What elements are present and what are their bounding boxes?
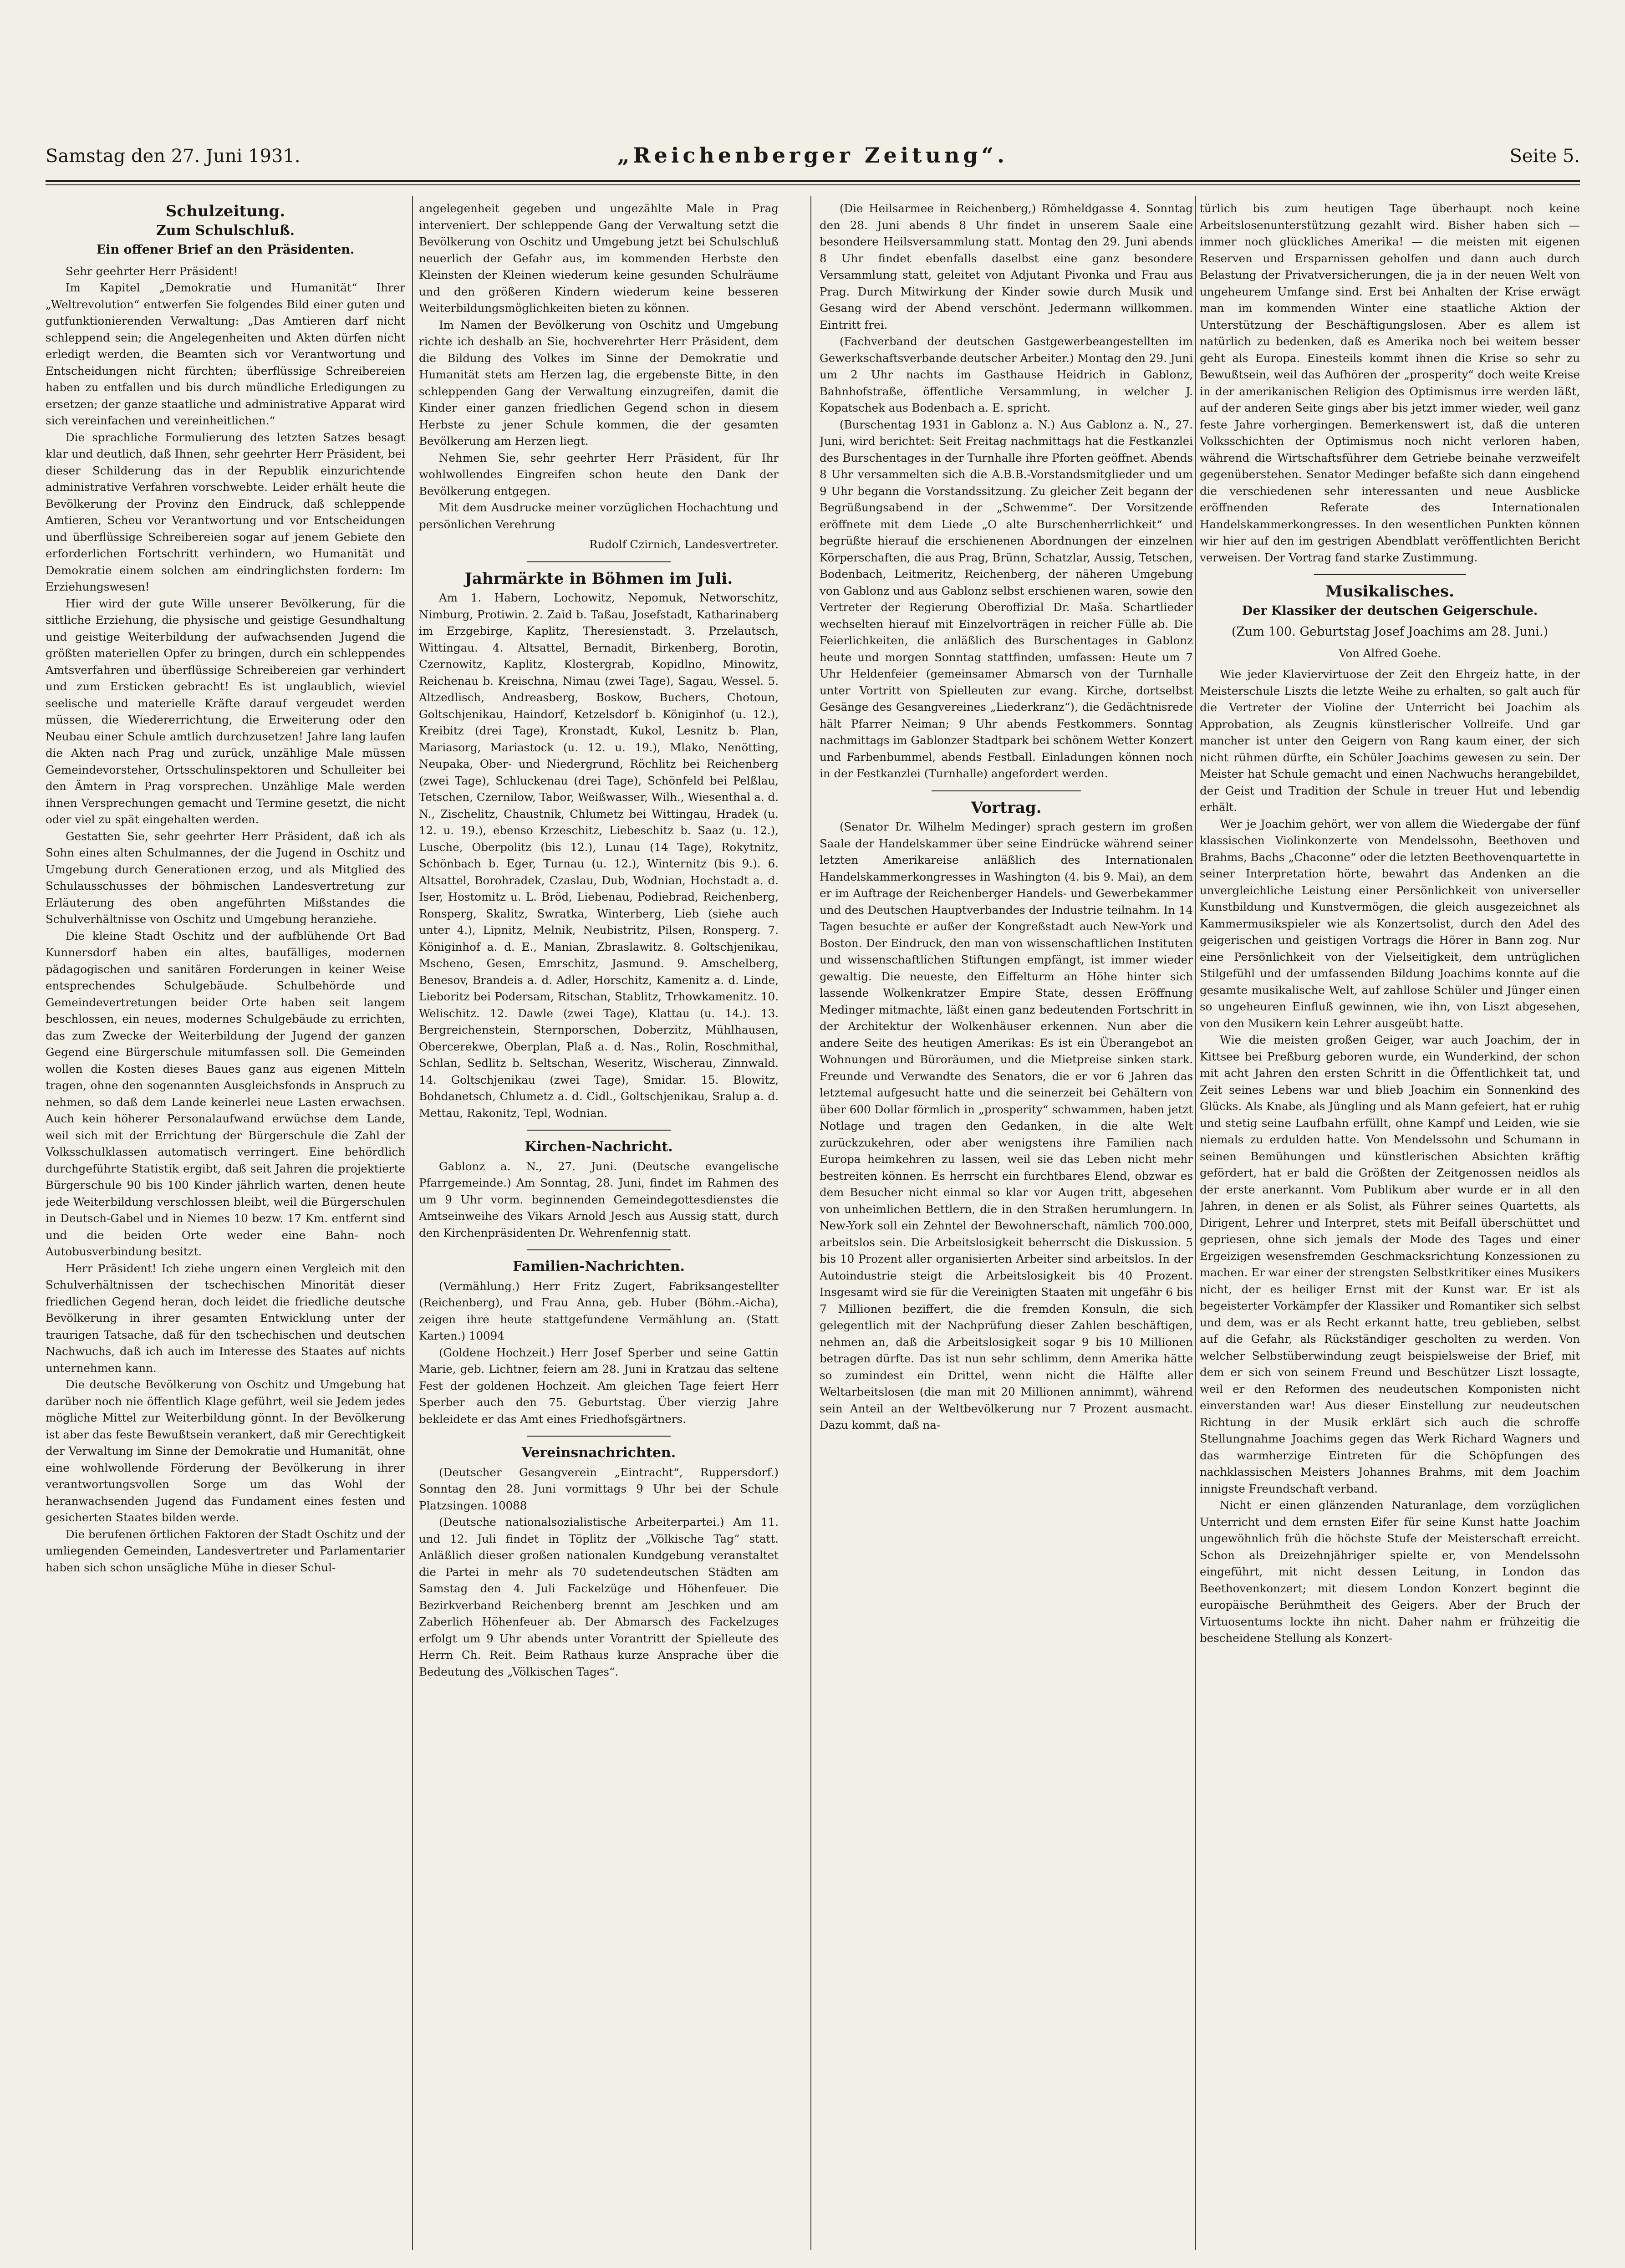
paragraph: Am 1. Habern, Lochowitz, Nepomuk, Networschitz, Nimburg, Protiwin. 2. Zaid b. Taßau, Josefstadt, Katharinaberg im Erzgebirge, Kaplitz, Theresienstadt. 3. Przelautsch, Wittingau. 4. Altsattel, Bernadit, Birkenberg, Borotin, Czernowitz, Kaplitz, Klostergrab, Kopidlno, Minowitz, Reichenau b. Kreischna, Nimau (zwei Tage), Sagau, Wessel. 5. Altzedlisch, Andreasberg, Boskow, Buchers, Chotoun, Goltschjenikau, Haindorf, Ketzelsdorf b. Königinhof (u. 12.), Kreibitz (drei Tage), Kronstadt, Kukol, Lesnitz b. Plan, Mariasorg, Mariastock (u. 12. u. 19.), Mlako, Nenötting, Neupaka, Ober- und Niedergrund, Röchlitz bei Reichenberg (zwei Tage), Schluckenau (drei Tage), Schönfeld bei Pelßlau, Tetschen, Czernilow, Tabor, Weißwasser, Wilh., Wiesenthal a. d. N., Zischelitz, Chaustnik, Chlumetz bei Wittingau, Hradek (u. 12. u. 19.), ebenso Krzeschitz, Liebeschitz b. Saaz (u. 12.), Lusche, Oberpolitz (bis 12.), Lunau (14 Tage), Rokytnitz, Schönbach b. Eger, Turnau (u. 12.), Winternitz (bis 9.). 6. Altsattel, Borohradek, Czaslau, Dub, Wodnian, Hochstadt a. d. Iser, Hostomitz u. L. Bröd, Liebenau, Podiebrad, Reichenberg, Ronsperg, Skalitz, Swratka, Winterberg, Lieb (siehe auch unter 4.), Lipnitz, Melnik, Neubistritz, Pilsen, Ronsperg. 7. Königinhof a. d. E., Manian, Zbraslawitz. 8. Goltschjenikau, Mscheno, Gesen, Emrschitz, Jasmund. 9. Amschelberg, Benesov, Brandeis a. d. Adler, Horschitz, Kamenitz a. d. Linde, Lieboritz bei Podersam, Ritschan, Stablitz, Trhowkamenitz. 10. Welischitz. 12. Dawle (zwei Tage), Klattau (u. 14.). 13. Bergreichenstein, Sternporschen, Doberzitz, Mühlhausen, Obercerekwe, Oberplan, Plaß a. d. Nas., Rolin, Roschmithal, Schlan, Sedlitz b. Seltschan, Weseritz, Wischerau, Zinnwald. 14. Goltschjenikau (zwei Tage), Smidar. 15. Blowitz, Bohdanetsch, Chlumetz a. d. Cidl., Goltschjenikau, Sralup a. d. Mettau, Rakonitz, Tepl, Wodnian. <box>419 591 779 1120</box>
paragraph: (Goldene Hochzeit.) Herr Josef Sperber und seine Gattin Marie, geb. Lichtner, feiern am 28. Juni in Kratzau das seltene Fest der goldenen Hochzeit. Am gleichen Tage feiert Herr Sperber auch den 75. Geburtstag. Über vierzig Jahre bekleidete er das Amt eines Friedhofsgärtners. <box>419 1346 779 1426</box>
paragraph: Die deutsche Bevölkerung von Oschitz und Umgebung hat darüber noch nie öffentlich Klage geführt, weil sie Jedem jedes mögliche Mittel zur Weiterbildung gönnt. In der Bevölkerung ist aber das feste Bewußtsein verankert, daß mir Gerechtigkeit der Verwaltung im Sinne der Demokratie und Humanität, ohne eine wohlwollende Förderung der Bevölkerung in ihrer verantwortungsvollen Sorge um das Wohl der heranwachsenden Jugend das Fundament eines festen und gesicherten Staates bilden werde. <box>46 1378 405 1524</box>
paragraph: Mit dem Ausdrucke meiner vorzüglichen Hochachtung und persönlichen Verehrung <box>419 501 779 531</box>
paragraph: Wie jeder Klaviervirtuose der Zeit den Ehrgeiz hatte, in der Meisterschule Liszts die letzte Weihe zu erhalten, so galt auch für die Vertreter der Violine der Unterricht bei Joachim als Approbation, als Zeugnis künstlerischer Vollreife. Und gar mancher ist unter den Geigern von Rang kaum einer, der sich nicht rühmen dürfte, ein Schüler Joachims gewesen zu sein. Der Meister hat Schule gemacht und einen Nachwuchs herangebildet, der Geist und Tradition der Schule in treuer Hut und lebendig erhält. <box>1200 668 1580 814</box>
column-divider <box>412 196 413 2250</box>
issue-date: Samstag den 27. Juni 1931. <box>46 146 301 167</box>
column-3 <box>820 200 1193 2250</box>
section-title: Familien-Nachrichten. <box>513 1259 685 1274</box>
paragraph: Im Kapitel „Demokratie und Humanität“ Ihrer „Weltrevolution“ entwerfen Sie folgendes Bild einer guten und gutfunktionierenden Verwaltung: „Das Amtieren darf nicht schleppend sein; die Angelegenheiten und Akten dürfen nicht erledigt werden, die Beamten sich vor Verantwortung und Entscheidungen nicht fürchten; überflüssige Schreibereien haben zu entfallen und bis durch mündliche Erledigungen zu ersetzen; der ganze staatliche und administrative Apparat wird sich vereinfachen und vereinheitlichen.“ <box>46 281 405 427</box>
paragraph: (Vermählung.) Herr Fritz Zugert, Fabriksangestellter (Reichenberg), und Frau Anna, geb. Huber (Böhm.-Aicha), zeigen ihre heute stattgefundene Vermählung an. (Statt Karten.) 10094 <box>419 1279 779 1342</box>
divider <box>1314 574 1466 575</box>
paragraph: Wer je Joachim gehört, wer von allem die Wiedergabe der fünf klassischen Violinkonzerte von Mendelssohn, Beethoven und Brahms, Bachs „Chaconne“ oder die letzten Beethovenquartette in seiner Interpretation hörte, bewahrt das Andenken an die unvergleichliche Leistung einer Persönlichkeit von universeller Kunstbildung und Kunstvermögen, die gleich ausgezeichnet als Kammermusikspieler wie als Konzertsolist, durch den Adel des geigerischen und geistigen Vortrags die Hörer in Bann zog. Nur eine Persönlichkeit von der Vielseitigkeit, dem untrüglichen Stilgefühl und der umfassenden Bildung Joachims konnte auf die gesamte musikalische Welt, auf zahllose Schüler und Jünger einen so ungeheuren Einfluß gewinnen, wie ihn, von Liszt abgesehen, von den Musikern kein Lehrer ausgeübt hatte. <box>1200 817 1580 1030</box>
paragraph: Die kleine Stadt Oschitz und der aufblühende Ort Bad Kunnersdorf haben ein altes, baufälliges, modernen pädagogischen und sanitären Forderungen in keiner Weise entsprechendes Schulgebäude. Schulbehörde und Gemeindevertretungen beider Orte haben seit langem beschlossen, ein neues, modernes Schulgebäude zu errichten, das zum Zwecke der Weiterbildung der Jugend der ganzen Gegend eine Bürgerschule mitumfassen soll. Die Gemeinden wollen die Kosten dieses Baues ganz aus eigenen Mitteln tragen, ohne den sogenannten Ausgleichsfonds in Anspruch zu nehmen, so daß dem Lande keinerlei neue Lasten erwachsen. Auch kein höherer Personalaufwand erwüchse dem Lande, weil sich mit der Errichtung der Bürgerschule die Zahl der Volksschulklassen automatisch verringert. Eine behördlich durchgeführte Statistik ergibt, daß seit Jahren die projektierte Bürgerschule 90 bis 100 Kinder jährlich warten, denen heute jede Weiterbildung verschlossen bleibt, weil die Bürgerschulen in Deutsch-Gabel und in Niemes 10 bezw. 17 Km. entfernt sind und die beiden Orte weder eine Bahn- noch Autobusverbindung besitzt. <box>46 929 405 1258</box>
header-rule <box>46 180 1580 182</box>
section-title: Kirchen-Nachricht. <box>525 1139 673 1155</box>
divider <box>527 1130 671 1131</box>
column-1 <box>46 200 405 2250</box>
column-divider <box>1195 196 1196 2250</box>
article-occasion: (Zum 100. Geburtstag Josef Joachims am 28. Juni.) <box>1231 625 1549 639</box>
paragraph: Wie die meisten großen Geiger, war auch Joachim, der in Kittsee bei Preßburg geboren wurde, ein Wunderkind, der schon mit acht Jahren den ersten Schritt in die Öffentlichkeit tat, und Zeit seines Lebens war und blieb Joachim ein Sonnenkind des Glücks. Als Knabe, als Jüngling und als Mann gefeiert, hat er ruhig und stetig seine Laufbahn erfüllt, ohne Kampf und Leiden, wie sie niemals zu erdulden hatte. Von Mendelssohn und Schumann in seinen Bemühungen und künstlerischen Absichten kräftig gefördert, hat er bald die Größten der Zeitgenossen neidlos als der erste anerkannt. Vom Publikum aber wurde er in all den Jahren, in denen er als Solist, als Führer seines Quartetts, als Dirigent, Lehrer und Interpret, stets mit Beifall überschüttet und gepriesen, ohne sich jemals der Mode des Tages und einer Ergeizigen wesensfremden Geschmacksrichtung Konzessionen zu machen. Er war einer der strengsten Selbstkritiker eines Musikers nicht, der es heiliger Ernst mit der Kunst war. Er ist als begeisterter Vorkämpfer der Klassiker und Romantiker sich selbst und dem, was er als Recht erkannt hatte, treu geblieben, selbst auf die Gefahr, als Rückständiger gescholten zu werden. Von welcher Selbstüberwindung zeugt beispielsweise der Brief, mit dem er sich von seinem Freund und Beschützer Liszt lossagte, weil er den Reformen des neudeutschen Komponisten nicht einverstanden war! Aus dieser Einstellung zur neudeutschen Richtung in der Musik erklärt sich auch die schroffe Stellungnahme Joachims gegen das Werk Richard Wagners und das warmherzige Eintreten für die Schöpfungen des nachklassischen Meisters Johannes Brahms, mit dem Joachim innigste Freundschaft verband. <box>1200 1033 1580 1495</box>
header-rule-thin <box>46 184 1580 185</box>
divider <box>932 790 1081 791</box>
section-title: Vereinsnachrichten. <box>521 1445 676 1461</box>
paragraph: Die sprachliche Formulierung des letzten Satzes besagt klar und deutlich, daß Ihnen, sehr geehrter Herr Präsident, bei dieser Schilderung das in der Republik einzurichtende administrative Verfahren vorschwebte. Leider erhält heute die Bevölkerung der Provinz den Eindruck, daß schleppende Amtieren, Scheu vor Verantwortung und vor Entscheidungen und überflüssige Schreibereien sogar auf jenem Gebiete den erforderlichen Fortschritt verhindern, wo Humanität und Demokratie einem solchen am eindringlichsten fordern: Im Erziehungswesen! <box>46 430 405 593</box>
column-4 <box>1200 200 1580 2250</box>
column-divider <box>810 196 811 2250</box>
column-2 <box>419 200 779 2250</box>
paragraph: Hier wird der gute Wille unserer Bevölkerung, für die sittliche Erziehung, die physische und geistige Gesundhaltung und geistige Weiterbildung der aufwachsenden Jugend die größten materiellen Opfer zu bringen, durch ein schleppendes Amtsverfahren und überflüssige Schreibereien gar verhindert und zum Ersticken gebracht! Es ist unglaublich, wieviel seelische und materielle Kräfte darauf vergeudet werden müssen, die Wiedererrichtung, die Erweiterung oder den Neubau einer Schule amtlich durchzusetzen! Jahre lang laufen die Akten nach Prag und zurück, unzählige Male müssen Gemeindevorsteher, Ortsschulinspektoren und Schulleiter bei den Ämtern in Prag vorsprechen. Unzählige Male werden ihnen Versprechungen gemacht und Termine gesetzt, die nicht oder viel zu spät eingehalten werden. <box>46 596 405 826</box>
divider <box>527 561 671 562</box>
paragraph: Nicht er einen glänzenden Naturanlage, dem vorzüglichen Unterricht und dem ernsten Eifer für seine Kunst hatte Joachim ungewöhnlich früh die höchste Stufe der Meisterschaft erreicht. Schon als Dreizehnjähriger spielte er, von Mendelssohn eingeführt, mit nicht dessen Leitung, in London das Beethovenkonzert; mit diesem London Konzert beginnt die europäische Berühmtheit des Geigers. Aber der Bruch der Virtuosentums lockte ihn nicht. Daher nahm er frühzeitig die bescheidene Stellung als Konzert- <box>1200 1498 1580 1645</box>
page-header <box>46 143 1580 173</box>
newspaper-title: „Reichenberger Zeitung“. <box>617 143 1009 168</box>
paragraph: Im Namen der Bevölkerung von Oschitz und Umgebung richte ich deshalb an Sie, hochverehrter Herr Präsident, dem die Bildung des Volkes im Sinne der Demokratie und Humanität stets am Herzen lag, die ergebenste Bitte, in den schleppenden Gang der Verwaltung einzugreifen, damit die Kinder einer ganzen friedlichen Gegend schon in diesem Herbste zu jener Schule kommen, die der gesamten Bevölkerung am Herzen liegt. <box>419 318 779 448</box>
divider <box>527 1436 671 1437</box>
paragraph: Herr Präsident! Ich ziehe ungern einen Vergleich mit den Schulverhältnissen der tschechischen Minorität dieser friedlichen Gegend heran, doch leidet die friedliche deutsche Bevölkerung in ihrer gesamten Entwicklung unter der traurigen Tatsache, daß für den tschechischen und deutschen Nachwuchs, daß ich auch im Interesse des Staates auf nichts unternehmen kann. <box>46 1261 405 1375</box>
section-title: Musikalisches. <box>1325 582 1454 601</box>
paragraph: angelegenheit gegeben und ungezählte Male in Prag interveniert. Der schleppende Gang der Verwaltung setzt die Bevölkerung von Oschitz und Umgebung jetzt bei Schulschluß neuerlich der Gefahr aus, im kommenden Herbste den Kleinsten der Kleinen wiederum keine gesunden Schulräume und den größeren Kindern wiederum keine besseren Weiterbildungsmöglichkeiten bieten zu können. <box>419 202 779 315</box>
paragraph: (Deutsche nationalsozialistische Arbeiterpartei.) Am 11. und 12. Juli findet in Töplitz der „Völkische Tag“ statt. Anläßlich dieser großen nationalen Kundgebung veranstaltet die Partei in mehr als 70 sudetendeutschen Städten am Samstag den 4. Juli Fackelzüge und Höhenfeuer. Die Bezirkverband Reichenberg brennt am Jeschken und am Zaberlich Höhenfeuer ab. Der Abmarsch des Fackelzuges erfolgt um 9 Uhr abends unter Vorantritt der Spielleute des Herrn Ch. Reit. Beim Rathaus kurze Ansprache über die Bedeutung des „Völkischen Tages“. <box>419 1515 779 1678</box>
paragraph: türlich bis zum heutigen Tage überhaupt noch keine Arbeitslosenunterstützung gezahlt wird. Bisher haben sich — immer noch glückliches Amerika! — die meisten mit eigenen Reserven und Ersparnissen geholfen und dann auch durch Belastung der Privatversicherungen, die ja in der neuen Welt von ungeheurem Umfange sind. Erst bei Anhalten der Krise erwägt man im kommenden Winter eine staatliche Aktion der Unterstützung der Beschäftigungslosen. Aber es allem ist natürlich zu bedenken, daß es Amerika noch bei weitem besser geht als Europa. Einesteils kommt ihnen die Krise so sehr zu Bewußtsein, weil das Aufhören der „prosperity“ doch weite Kreise in der amerikanischen Religion des Optimismus irre werden läßt, auf der anderen Seite gings aber bis jetzt immer wieder, weil ganz feste Jahre vorhergingen. Bemerkenswert ist, daß die unteren Volksschichten der Optimismus noch nicht verloren haben, während die Wirtschaftsführer dem Getriebe beinahe verzweifelt gegenüberstehen. Senator Medinger befaßte sich dann eingehend die verschiedenen sehr interessanten und neue Ausblicke eröffnenden Referate des Internationalen Handelskammerkongresses. In den wesentlichen Punkten können wir hier auf den im gestrigen Abendblatt veröffentlichten Bericht verweisen. Der Vortrag fand starke Zustimmung. <box>1200 202 1580 564</box>
paragraph: (Die Heilsarmee in Reichenberg,) Römheldgasse 4. Sonntag den 28. Juni abends 8 Uhr findet in unserem Saale eine besondere Heilsversammlung statt. Montag den 29. Juni abends 8 Uhr findet ebenfalls daselbst eine ganz besondere Versammlung statt, geleitet von Adjutant Pivonka und Frau aus Prag. Durch Mitwirkung der Kinder sowie durch Musik und Gesang wird der Abend verschönt. Jedermann willkommen. Eintritt frei. <box>820 202 1193 331</box>
paragraph: Nehmen Sie, sehr geehrter Herr Präsident, für Ihr wohlwollendes Eingreifen schon heute den Dank der Bevölkerung entgegen. <box>419 451 779 498</box>
paragraph: (Senator Dr. Wilhelm Medinger) sprach gestern im großen Saale der Handelskammer über seine Eindrücke während seiner letzten Amerikareise anläßlich des Internationalen Handelskammerkongresses in Washington (4. bis 9. Mai), an dem er im Auftrage der Reichenberger Handels- und Gewerbekammer und des Deutschen Hauptverbandes der Industrie teilnahm. In 14 Tagen besuchte er außer der Kongreßstadt auch New-York und Boston. Der Eindruck, den man von wissenschaftlichen Instituten und wissenschaftlichen Stiftungen empfängt, ist immer wieder gewaltig. Die neueste, den Eiffelturm an Höhe hinter sich lassende Wolkenkratzer Empire State, dessen Eröffnung Medinger mitmachte, läßt einen ganz bedeutenden Fortschritt in der Architektur der Wolkenhäuser erkennen. Nun aber die andere Seite des heutigen Amerikas: Es ist ein Überangebot an Wohnungen und Büroräumen, und die Mietpreise sinken stark. Freunde und Verwandte des Senators, die er vor 6 Jahren das letztemal aufgesucht hatte und die seinerzeit bei Gehältern von über 600 Dollar förmlich in „prosperity“ schwammen, haben jetzt Notlage und tragen den Gedanken, in die alte Welt zurückzukehren, oder aber wenigstens ihre Familien nach Europa heimkehren zu lassen, weil sie das Leben nicht mehr bestreiten können. Es herrscht ein furchtbares Elend, obzwar es dem Besucher nicht einmal so klar vor Augen tritt, abgesehen von unheimlichen Bettlern, die in den Straßen herumlungern. In New-York soll ein Zehntel der Bewohnerschaft, nämlich 700.000, arbeitslos sein. Die Arbeitslosigkeit beherrscht die Diskussion. 5 bis 10 Prozent aller organisierten Arbeiter sind arbeitslos. In der Autoindustrie steigt die Arbeitslosigkeit bis 40 Prozent. Insgesamt wird sie für die Vereinigten Staaten mit ungefähr 6 bis 7 Millionen beziffert, die die fremden Konsuln, die sich gelegentlich mit der Nachprüfung dieser Zahlen beschäftigen, nehmen an, daß die Arbeitslosigkeit sogar 9 bis 10 Millionen betragen dürfte. Das ist nun sehr schlimm, denn Amerika hätte so zumindest ein Drittel, wenn nicht die Hälfte aller Weltarbeitslosen (die man mit 20 Millionen annimmt), während sein Anteil an der Weltbevölkerung nur 7 Prozent ausmacht. Dazu kommt, daß na- <box>820 820 1193 1432</box>
article-author: Von Alfred Goehe. <box>1339 646 1441 660</box>
article-subtitle: Ein offener Brief an den Präsidenten. <box>96 243 355 257</box>
paragraph: (Deutscher Gesangverein „Eintracht“, Ruppersdorf.) Sonntag den 28. Juni vormittags 9 Uhr bei der Schule Platzsingen. 10088 <box>419 1465 779 1512</box>
section-title: Vortrag. <box>971 798 1042 817</box>
paragraph: Gablonz a. N., 27. Juni. (Deutsche evangelische Pfarrgemeinde.) Am Sonntag, 28. Juni, findet im Rahmen des um 9 Uhr vorm. beginnenden Gemeindegottesdienstes die Amtseinweihe des Vikars Arnold Jesch aus Aussig statt, durch den Kirchenpräsidenten Dr. Wehrenfennig statt. <box>419 1159 779 1239</box>
article-title: Zum Schulschluß. <box>156 222 295 239</box>
section-title: Jahrmärkte in Böhmen im Juli. <box>464 569 733 588</box>
paragraph: Gestatten Sie, sehr geehrter Herr Präsident, daß ich als Sohn eines alten Schulmannes, der die Jugend in Oschitz und Umgebung durch Generationen erzog, und als Mitglied des Schulausschusses der böhmischen Landesvertretung zur Erläuterung des oben angeführten Mißstandes die Schulverhältnisse von Oschitz und Umgebung heranziehe. <box>46 829 405 926</box>
page-number: Seite 5. <box>1509 146 1580 167</box>
signature: Rudolf Czirnich, Landesvertreter. <box>589 538 779 551</box>
paragraph: (Burschentag 1931 in Gablonz a. N.) Aus Gablonz a. N., 27. Juni, wird berichtet: Seit Freitag nachmittags hat die Festkanzlei des Burschentages in der Turnhalle ihre Pforten geöffnet. Abends 8 Uhr versammelten sich die A.B.B.-Vorstandsmitglieder und um 9 Uhr begann die Vorstandssitzung. Zu gleicher Zeit begann der Begrüßungsabend in der „Schwemme“. Der Vorsitzende eröffnete mit dem Liede „O alte Burschenherrlichkeit“ und begrüßte hierauf die erschienenen Abordnungen der einzelnen Körperschaften, die aus Prag, Brünn, Schatzlar, Aussig, Tetschen, Bodenbach, Leitmeritz, Reichenberg, der näheren Umgebung von Gablonz und aus Gablonz selbst erschienen waren, sowie den Vertreter der Regierung Oberoffizial Dr. Maša. Schartlieder wechselten hierauf mit Einzelvorträgen in reicher Fülle ab. Die Feierlichkeiten, die anläßlich des Burschentages in Gablonz heute und morgen Sonntag stattfinden, umfassen: Heute um 7 Uhr Heldenfeier (gemeinsamer Abmarsch von der Turnhalle unter Vortritt von Spielleuten zur evang. Kirche, dortselbst Gesänge des Gesangvereines „Liederkranz“), die Gedächtnisrede hält Pfarrer Neiman; 9 Uhr abends Festkommers. Sonntag nachmittags im Gablonzer Stadtpark bei schönem Wetter Konzert und Farbenbummel, abends Festball. Einladungen können noch in der Festkanzlei (Turnhalle) angefordert werden. <box>820 418 1193 780</box>
paragraph: Sehr geehrter Herr Präsident! <box>66 264 238 278</box>
divider <box>527 1249 671 1250</box>
paragraph: (Fachverband der deutschen Gastgewerbeangestellten im Gewerkschaftsverbande deutscher Arbeiter.) Montag den 29. Juni um 2 Uhr nachts im Gasthause Heidrich in Gablonz, Bahnhofstraße, öffentliche Versammlung, in welcher J. Kopatschek aus Bodenbach a. E. spricht. <box>820 335 1193 414</box>
section-title: Schulzeitung. <box>165 202 285 220</box>
article-subtitle: Der Klassiker der deutschen Geigerschule. <box>1242 603 1538 618</box>
paragraph: Die berufenen örtlichen Faktoren der Stadt Oschitz und der umliegenden Gemeinden, Landesvertreter und Parlamentarier haben sich schon unsägliche Mühe in dieser Schul- <box>46 1527 405 1574</box>
